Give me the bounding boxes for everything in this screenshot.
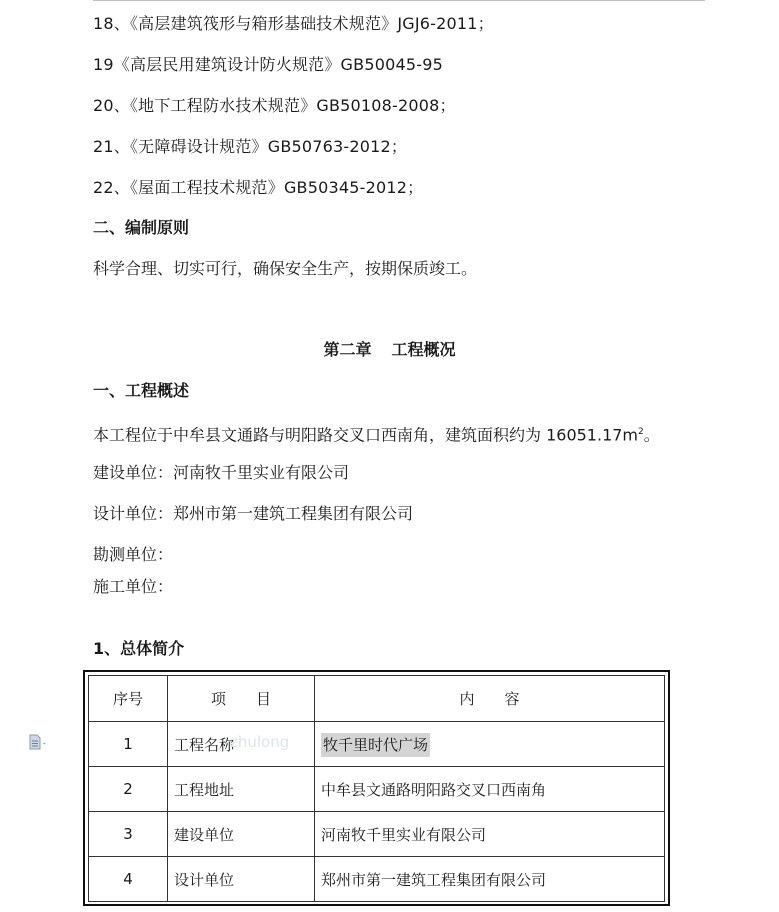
overview-location-end: 。: [643, 425, 660, 445]
table-row: [89, 812, 665, 857]
header-cell-index: 序号: [89, 676, 168, 722]
table-row: [89, 767, 665, 812]
area-unit-superscript: 2: [638, 427, 644, 437]
page-top-rule: [93, 0, 705, 1]
chapter-number: 第二章: [323, 340, 372, 359]
header-cell-item: 项 目: [168, 676, 315, 722]
table-row: [89, 857, 665, 902]
cell-item: 设计单位: [168, 857, 315, 902]
summary-heading: 1、总体简介: [93, 639, 185, 658]
cell-content: 河南牧千里实业有限公司: [315, 812, 665, 857]
summary-table-frame: [83, 670, 670, 906]
cell-index: 4: [89, 857, 168, 902]
table-row: [89, 722, 665, 767]
cell-index: 2: [89, 767, 168, 812]
overview-builder: 建设单位：河南牧千里实业有限公司: [93, 463, 350, 482]
summary-table: [88, 675, 665, 902]
cell-item: 工程地址: [168, 767, 315, 812]
cell-index: 1: [89, 722, 168, 767]
table-header-row: [89, 676, 665, 722]
chapter-title: 工程概况: [391, 340, 456, 359]
reference-item: 18、《高层建筑筏形与箱形基础技术规范》JGJ6-2011；: [93, 14, 494, 33]
overview-surveyor: 勘测单位：: [93, 545, 174, 564]
overview-contractor: 施工单位：: [93, 577, 174, 596]
chapter-heading: [0, 339, 779, 361]
reference-item: 20、《地下工程防水技术规范》GB50108-2008；: [93, 96, 456, 115]
overview-location: [93, 422, 660, 445]
cell-content: 郑州市第一建筑工程集团有限公司: [315, 857, 665, 902]
cell-content: [315, 722, 665, 767]
cell-item: 建设单位: [168, 812, 315, 857]
highlighted-project-name: 牧千里时代广场: [321, 733, 430, 757]
cell-item: 工程名称: [168, 722, 315, 767]
cell-index: 3: [89, 812, 168, 857]
principles-body: 科学合理、切实可行，确保安全生产，按期保质竣工。: [93, 259, 478, 278]
watermark-text: zhulong: [230, 733, 290, 751]
section-heading-principles: 二、编制原则: [93, 218, 190, 237]
overview-location-text: 本工程位于中牟县文通路与明阳路交叉口西南角，建筑面积约为 16051.17m: [93, 425, 639, 445]
reference-item: 22、《屋面工程技术规范》GB50345-2012；: [93, 178, 424, 197]
overview-designer: 设计单位：郑州市第一建筑工程集团有限公司: [93, 504, 414, 523]
header-cell-content: 内 容: [315, 676, 665, 722]
reference-item: 21、《无障碍设计规范》GB50763-2012；: [93, 137, 408, 156]
document-dropdown-icon[interactable]: [28, 734, 48, 750]
cell-content: 中牟县文通路明阳路交叉口西南角: [315, 767, 665, 812]
reference-item: 19《高层民用建筑设计防火规范》GB50045-95: [93, 55, 443, 74]
section-heading-overview: 一、工程概述: [93, 381, 190, 400]
